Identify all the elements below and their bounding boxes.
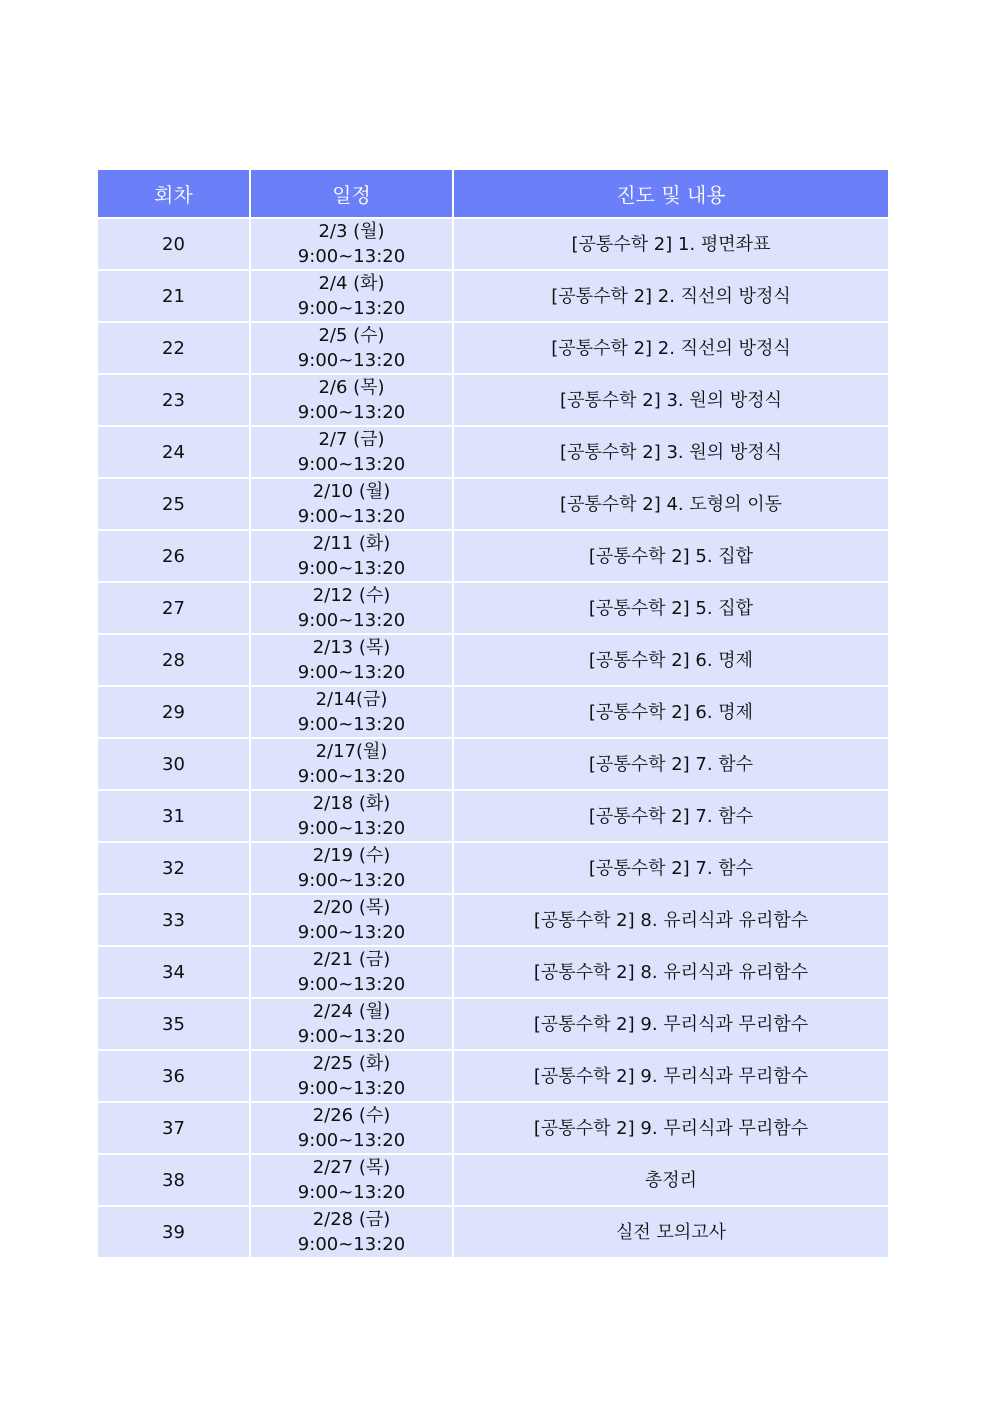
content-cell: [공통수학 2] 6. 명제 <box>453 634 888 686</box>
schedule-cell <box>250 998 453 1050</box>
time-text: 9:00~13:20 <box>297 1234 406 1255</box>
date-text: 2/26 (수) <box>312 1105 391 1126</box>
content-cell: 총정리 <box>453 1154 888 1206</box>
round-cell: 31 <box>98 790 250 842</box>
date-text: 2/7 (금) <box>318 429 385 450</box>
schedule-cell <box>250 842 453 894</box>
content-cell: [공통수학 2] 7. 함수 <box>453 790 888 842</box>
date-text: 2/12 (수) <box>312 585 391 606</box>
date-text: 2/5 (수) <box>318 325 385 346</box>
schedule-cell <box>250 894 453 946</box>
time-text: 9:00~13:20 <box>297 922 406 943</box>
content-cell: [공통수학 2] 9. 무리식과 무리함수 <box>453 998 888 1050</box>
schedule-cell <box>250 1050 453 1102</box>
table-body <box>98 218 888 1257</box>
table-row <box>98 894 888 946</box>
date-text: 2/28 (금) <box>312 1209 391 1230</box>
table-row <box>98 998 888 1050</box>
round-cell: 26 <box>98 530 250 582</box>
schedule-cell <box>250 218 453 270</box>
table-row <box>98 322 888 374</box>
round-cell: 38 <box>98 1154 250 1206</box>
content-cell: [공통수학 2] 9. 무리식과 무리함수 <box>453 1102 888 1154</box>
table-row <box>98 374 888 426</box>
table-row <box>98 270 888 322</box>
time-text: 9:00~13:20 <box>297 610 406 631</box>
table-row <box>98 218 888 270</box>
time-text: 9:00~13:20 <box>297 246 406 267</box>
schedule-cell <box>250 738 453 790</box>
round-cell: 20 <box>98 218 250 270</box>
round-cell: 23 <box>98 374 250 426</box>
round-cell: 39 <box>98 1206 250 1257</box>
schedule-cell <box>250 1102 453 1154</box>
date-text: 2/24 (월) <box>312 1001 391 1022</box>
table-row <box>98 530 888 582</box>
round-cell: 25 <box>98 478 250 530</box>
date-text: 2/10 (월) <box>312 481 391 502</box>
round-cell: 34 <box>98 946 250 998</box>
round-cell: 27 <box>98 582 250 634</box>
round-cell: 30 <box>98 738 250 790</box>
round-cell: 28 <box>98 634 250 686</box>
schedule-cell <box>250 1206 453 1257</box>
date-text: 2/13 (목) <box>312 637 391 658</box>
round-cell: 35 <box>98 998 250 1050</box>
schedule-cell <box>250 686 453 738</box>
content-cell: [공통수학 2] 7. 함수 <box>453 738 888 790</box>
time-text: 9:00~13:20 <box>297 766 406 787</box>
time-text: 9:00~13:20 <box>297 662 406 683</box>
schedule-cell <box>250 1154 453 1206</box>
time-text: 9:00~13:20 <box>297 454 406 475</box>
date-text: 2/18 (화) <box>312 793 391 814</box>
table-row <box>98 1206 888 1257</box>
time-text: 9:00~13:20 <box>297 1130 406 1151</box>
table-row <box>98 1050 888 1102</box>
table-row <box>98 426 888 478</box>
time-text: 9:00~13:20 <box>297 558 406 579</box>
date-text: 2/25 (화) <box>312 1053 391 1074</box>
date-text: 2/19 (수) <box>312 845 391 866</box>
time-text: 9:00~13:20 <box>297 1026 406 1047</box>
table-row <box>98 1102 888 1154</box>
content-cell: [공통수학 2] 2. 직선의 방정식 <box>453 322 888 374</box>
time-text: 9:00~13:20 <box>297 818 406 839</box>
date-text: 2/27 (목) <box>312 1157 391 1178</box>
table-row <box>98 790 888 842</box>
time-text: 9:00~13:20 <box>297 1078 406 1099</box>
time-text: 9:00~13:20 <box>297 974 406 995</box>
date-text: 2/11 (화) <box>312 533 391 554</box>
schedule-cell <box>250 322 453 374</box>
content-cell: [공통수학 2] 9. 무리식과 무리함수 <box>453 1050 888 1102</box>
time-text: 9:00~13:20 <box>297 350 406 371</box>
table-row <box>98 1154 888 1206</box>
content-cell: [공통수학 2] 8. 유리식과 유리함수 <box>453 946 888 998</box>
table-row <box>98 582 888 634</box>
table-row <box>98 478 888 530</box>
round-cell: 29 <box>98 686 250 738</box>
round-cell: 32 <box>98 842 250 894</box>
content-cell: [공통수학 2] 3. 원의 방정식 <box>453 374 888 426</box>
time-text: 9:00~13:20 <box>297 298 406 319</box>
content-cell: 실전 모의고사 <box>453 1206 888 1257</box>
schedule-cell <box>250 790 453 842</box>
round-cell: 33 <box>98 894 250 946</box>
content-cell: [공통수학 2] 2. 직선의 방정식 <box>453 270 888 322</box>
table-row <box>98 686 888 738</box>
date-text: 2/4 (화) <box>318 273 385 294</box>
date-text: 2/17(월) <box>315 741 388 762</box>
content-cell: [공통수학 2] 4. 도형의 이동 <box>453 478 888 530</box>
content-cell: [공통수학 2] 8. 유리식과 유리함수 <box>453 894 888 946</box>
content-cell: [공통수학 2] 5. 집합 <box>453 582 888 634</box>
schedule-table <box>98 170 888 1257</box>
date-text: 2/21 (금) <box>312 949 391 970</box>
time-text: 9:00~13:20 <box>297 506 406 527</box>
table-row <box>98 634 888 686</box>
header-round: 회차 <box>98 170 250 218</box>
time-text: 9:00~13:20 <box>297 714 406 735</box>
schedule-cell <box>250 634 453 686</box>
schedule-cell <box>250 478 453 530</box>
time-text: 9:00~13:20 <box>297 1182 406 1203</box>
date-text: 2/6 (목) <box>318 377 385 398</box>
table-header-row <box>98 170 888 218</box>
header-content: 진도 및 내용 <box>453 170 888 218</box>
round-cell: 24 <box>98 426 250 478</box>
table-row <box>98 946 888 998</box>
content-cell: [공통수학 2] 7. 함수 <box>453 842 888 894</box>
content-cell: [공통수학 2] 6. 명제 <box>453 686 888 738</box>
table-row <box>98 738 888 790</box>
schedule-cell <box>250 426 453 478</box>
time-text: 9:00~13:20 <box>297 870 406 891</box>
schedule-cell <box>250 270 453 322</box>
content-cell: [공통수학 2] 5. 집합 <box>453 530 888 582</box>
table-row <box>98 842 888 894</box>
round-cell: 36 <box>98 1050 250 1102</box>
content-cell: [공통수학 2] 3. 원의 방정식 <box>453 426 888 478</box>
date-text: 2/3 (월) <box>318 221 385 242</box>
schedule-cell <box>250 946 453 998</box>
round-cell: 22 <box>98 322 250 374</box>
round-cell: 37 <box>98 1102 250 1154</box>
time-text: 9:00~13:20 <box>297 402 406 423</box>
schedule-cell <box>250 530 453 582</box>
date-text: 2/14(금) <box>315 689 388 710</box>
date-text: 2/20 (목) <box>312 897 391 918</box>
header-schedule: 일정 <box>250 170 453 218</box>
schedule-cell <box>250 582 453 634</box>
schedule-cell <box>250 374 453 426</box>
content-cell: [공통수학 2] 1. 평면좌표 <box>453 218 888 270</box>
round-cell: 21 <box>98 270 250 322</box>
